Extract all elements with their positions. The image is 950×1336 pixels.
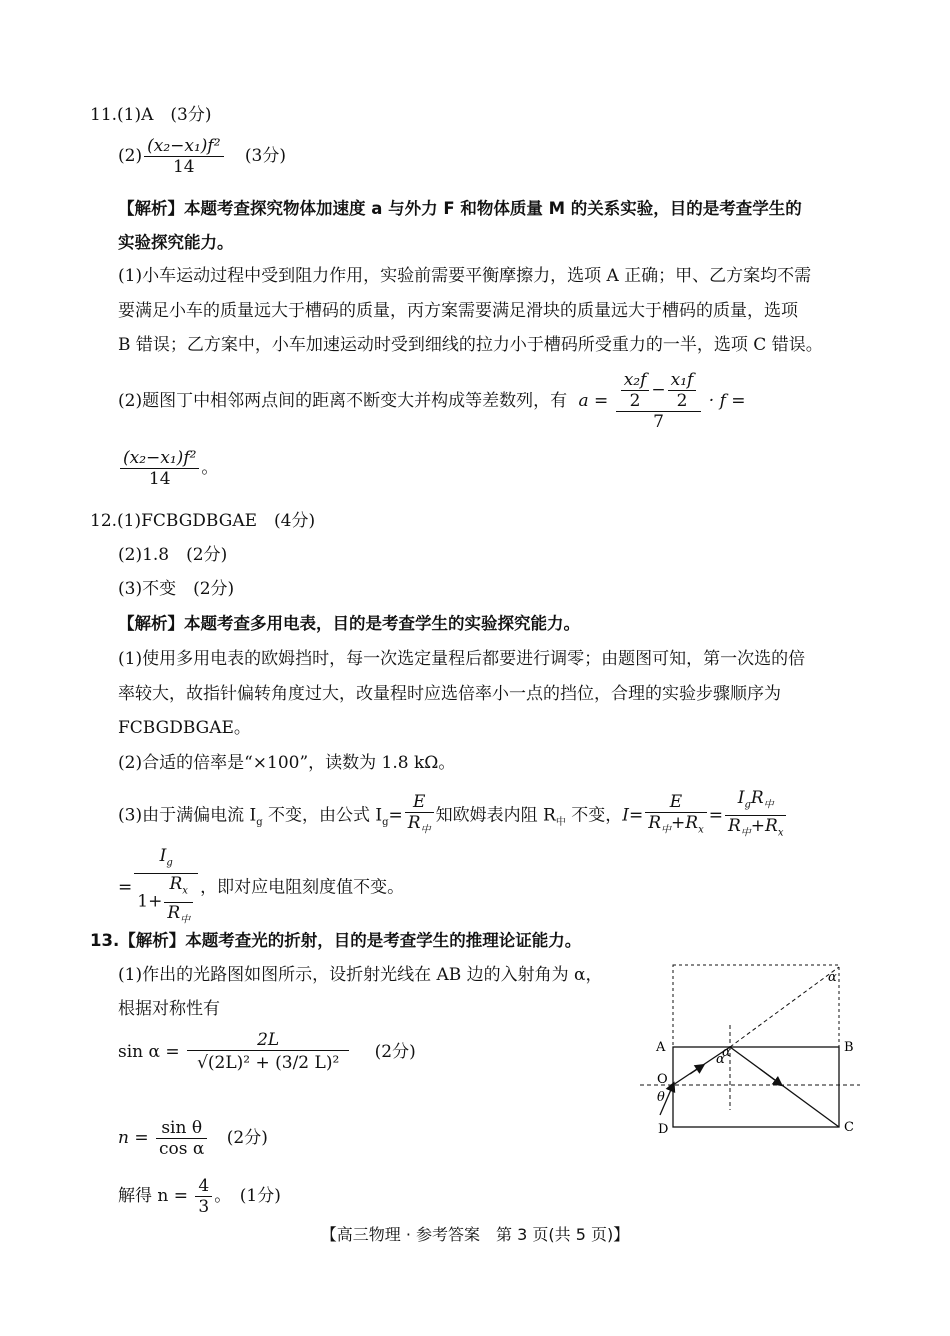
q12-frac2-den: $R_中+R_x$ [645,812,707,840]
q13-n-numerator: sin θ [161,1118,203,1138]
q12-final-den [134,873,198,930]
q12-sub-zhong-4: 中 [763,799,774,811]
q12-p3-tail: ，即对应电阻刻度值不变。 [200,877,405,898]
q13-sin-score: (2分) [374,1042,416,1062]
q11-p2-tail: · f = [708,391,746,411]
q12-analysis-line-1 [118,613,580,635]
q13-sin-lhs: sin α = [118,1042,180,1062]
q13-result-numerator: 4 [198,1176,210,1196]
label-theta: θ [657,1090,665,1105]
q12-p1-line-3: FCBGDBGAE。 [118,718,251,738]
q11-p2-result [118,448,218,489]
q11-p2-num-a [621,370,650,411]
page-footer: 【高三物理 · 参考答案 第 3 页(共 5 页)】 [320,1225,630,1244]
q12-eq-4: = [118,877,133,898]
q12-p3-line-2 [118,846,404,930]
q11-p1-line-2: 要满足小车的质量远大于槽码的质量，丙方案需要满足滑块的质量远大于槽码的质量，选项 [118,301,798,321]
q11-answer-2-denominator: 14 [144,156,223,177]
q11-p2-fraction [616,370,702,432]
q12-answer-2: (2)1.8 (2分) [118,545,228,565]
q12-frac2-e: E [669,791,683,812]
q12-final-inner-frac [164,874,193,930]
q11-answer-2-fraction [144,136,223,177]
q12-answer-1: 12.(1)FCBGDBGAE (4分) [90,511,316,531]
q12-sub-x-2: x [777,827,784,839]
q13-sin-equation [118,1030,416,1075]
label-C: C [844,1120,854,1135]
q11-p2-text: (2)题图丁中相邻两点间的距离不断变大并构成等差数列，有 [118,391,568,411]
q12-p3-text-a: (3)由于满偏电流 I [118,805,257,826]
q11-p2-result-denominator: 14 [120,468,199,489]
q12-sub-zhong-3: 中 [661,824,672,836]
q11-analysis-tag: 【解析】 [118,199,184,218]
q12-current-symbol: I [622,805,629,826]
prism-rectangle [673,1047,839,1127]
q11-analysis-line-1 [118,198,802,220]
q12-eq-3: = [708,805,723,826]
q12-frac3-den: $R_中+R_x$ [725,815,787,843]
q12-analysis-text: 本题考查多用电表，目的是考查学生的实验探究能力。 [184,614,580,633]
q13-result [118,1176,281,1217]
reflected-ray [730,1047,839,1127]
label-A: A [656,1040,666,1055]
q12-one-plus: 1+ [137,891,163,912]
q11-p2-line [118,370,746,432]
q13-p1-line-1: (1)作出的光路图如图所示，设折射光线在 AB 边的入射角为 α， [118,965,603,985]
q11-p2-eq: a = [578,391,609,411]
q13-number: 13. [90,931,120,950]
q12-frac-e: E [412,791,426,812]
q13-sin-denominator: √(2L)² + (3/2 L)² [187,1050,349,1075]
q12-p1-line-2: 率较大，故指针偏转角度过大，改量程时应选倍率小一点的挡位，合理的实验步骤顺序为 [118,684,781,704]
q11-p2-result-fraction [120,448,199,489]
q12-eq-2: = [628,805,644,826]
q11-p2-num-b-top: x₁f [670,370,694,390]
q12-inner-num: $R_x$ [169,874,188,897]
q12-p2-line: (2)合适的倍率是“×100”，读数为 1.8 kΩ。 [118,753,456,773]
q12-sub-zhong-5: 中 [740,827,751,839]
q12-p1-line-1: (1)使用多用电表的欧姆挡时，每一次选定量程后都要进行调零；由题图可知，第一次选的倍 [118,649,806,669]
q11-p2-numerator: $\frac{\text{x₂f}}{2}$ − $\frac{\text{x₁f}}{2}$ [616,370,702,411]
q12-formula-current [645,792,707,840]
q12-p3-line [118,788,788,844]
label-D: D [658,1122,669,1137]
label-B: B [844,1040,854,1055]
q11-p2-num-b [668,370,697,411]
q13-n-equation [118,1118,268,1159]
q12-sub-g-2: g [382,816,389,828]
q12-formula-final [134,846,198,930]
label-alpha-1: α [716,1052,725,1067]
q12-sub-x-1: x [698,824,704,836]
q13-p1-line-2: 根据对称性有 [118,999,220,1019]
q11-p2-denominator: 7 [616,411,702,432]
q13-result-tail: 。 (1分) [214,1186,281,1206]
q13-n-score: (2分) [226,1128,268,1148]
q11-answer-2-prefix: (2) [118,146,143,166]
q11-p1-line-1: (1)小车运动过程中受到阻力作用，实验前需要平衡摩擦力，选项 A 正确；甲、乙方案均不需 [118,266,812,286]
q12-frac3-num: $I_gR_中$ [737,788,774,811]
q12-p3-text-b: 不变，由公式 I [262,805,383,826]
q11-p2-num-a-top: x₂f [623,370,647,390]
q11-p2-num-a-bottom: 2 [621,390,650,411]
q12-frac-r-zhong: $R_中$ [405,812,434,840]
reflected-ray-arrow [760,1069,780,1084]
q12-sub-zhong-2: 中 [555,816,566,828]
q12-sub-g-3: g [744,799,751,811]
q11-p2-result-end: 。 [201,458,219,478]
q11-p2-num-b-bottom: 2 [668,390,697,411]
q11-answer-1: 11.(1)A (3分) [90,105,212,125]
q12-sub-g-1: g [256,816,263,828]
label-alpha-3: α [828,970,837,985]
q13-sin-numerator: 2L [257,1030,280,1050]
q12-sub-x-3: x [182,885,188,897]
q12-analysis-tag: 【解析】 [118,614,184,633]
q12-answer-3: (3)不变 (2分) [118,579,235,599]
q12-p3-text-d: 不变， [565,805,623,826]
q13-sin-fraction [187,1030,349,1075]
refracted-ray-arrow [690,1066,702,1074]
q12-sub-zhong-6: 中 [180,914,191,926]
extended-ray [730,967,839,1047]
q11-answer-2 [118,136,286,177]
q13-n-fraction [156,1118,207,1159]
q11-analysis-text: 本题考查探究物体加速度 a 与外力 F 和物体质量 M 的关系实验，目的是考查学生的 [184,199,802,218]
label-O: O [657,1072,668,1087]
label-alpha-2: α [722,1045,731,1060]
dashed-reflection-box [673,965,839,1127]
q11-answer-2-score: (3分) [244,146,287,166]
q12-eq-1: = [388,805,403,826]
optics-diagram [640,955,900,1155]
q13-analysis-text: 本题考查光的折射，目的是考查学生的推理论证能力。 [185,931,582,950]
q11-p1-line-3: B 错误；乙方案中，小车加速运动时受到细线的拉力小于槽码所受重力的一半，选项 C 错误。 [118,335,823,355]
q13-result-denominator: 3 [195,1196,212,1217]
q11-analysis-line-2: 实验探究能力。 [118,233,234,252]
q11-answer-2-numerator: (x₂−x₁)f² [147,136,221,156]
q12-final-num: $I_g$ [159,846,173,869]
q12-inner-den: $R_中$ [164,902,193,930]
q13-analysis-tag: 【解析】 [119,931,186,950]
q12-sub-g-4: g [166,857,173,869]
q12-formula-current-2 [725,788,787,844]
q13-result-text: 解得 n = [118,1186,189,1206]
q13-n-denominator: cos α [156,1138,207,1159]
q12-formula-e-over-r [405,792,434,840]
q11-p2-result-numerator: (x₂−x₁)f² [123,448,197,468]
q12-p3-text-c: 知欧姆表内阻 R [435,805,556,826]
q13-analysis-line-1 [90,930,581,952]
q13-result-fraction [195,1176,212,1217]
q12-sub-zhong-1: 中 [420,824,431,836]
q13-n-lhs: n = [118,1128,149,1148]
